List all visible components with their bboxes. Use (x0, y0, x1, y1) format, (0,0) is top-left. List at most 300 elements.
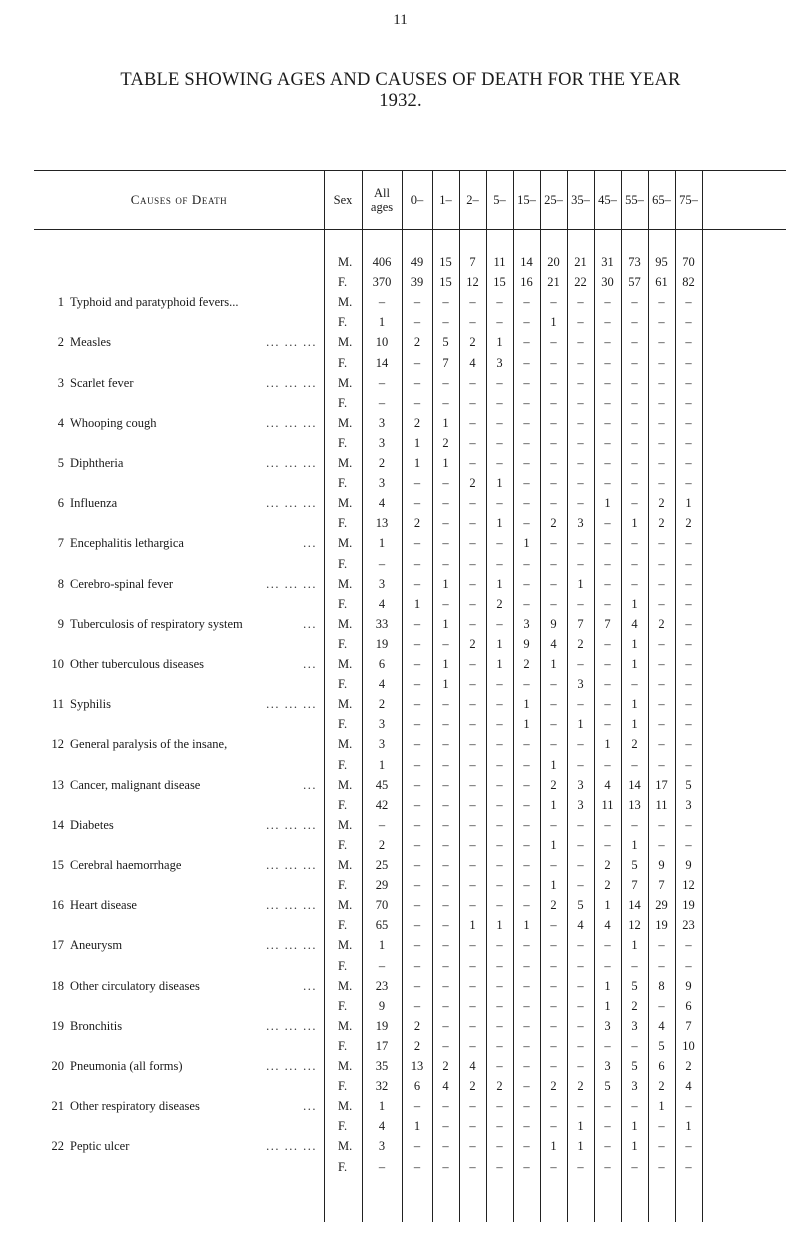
age-group-cell: – (442, 978, 449, 993)
table-row (34, 315, 786, 335)
age-group-cell: 7 (658, 878, 665, 893)
age-group-cell: – (604, 1099, 611, 1114)
age-group-cell: – (550, 355, 557, 370)
age-group-cell: – (496, 295, 503, 310)
table-row (34, 1099, 786, 1119)
age-group-cell: – (523, 456, 530, 470)
sex-cell: F. (338, 878, 348, 893)
age-group-cell: – (550, 395, 557, 410)
age-group-cell: – (604, 657, 611, 671)
age-group-cell: – (496, 1159, 503, 1174)
age-group-cell: – (631, 315, 638, 330)
cause-cell (34, 1099, 319, 1114)
all-ages-cell: 70 (375, 898, 389, 913)
age-group-cell: – (685, 556, 692, 571)
cause-cell (34, 416, 319, 431)
age-group-cell: – (496, 958, 503, 973)
leader-dots: ... ... ... (266, 1139, 317, 1154)
age-group-cell: 1 (550, 878, 557, 893)
age-group-cell: 2 (496, 1079, 503, 1094)
leader-dots: ... (303, 777, 317, 792)
age-group-cell: 2 (413, 1018, 421, 1033)
age-group-cell: 10 (682, 1038, 695, 1053)
sex-cell: F. (338, 476, 348, 491)
age-group-cell: 14 (628, 898, 641, 913)
age-group-cell: – (442, 636, 449, 651)
table-row (34, 758, 786, 778)
sex-cell: F. (338, 958, 348, 973)
table-row (34, 878, 786, 898)
cause-cell (34, 577, 319, 592)
sex-cell: M. (338, 415, 353, 430)
age-group-cell: 2 (469, 476, 476, 491)
age-group-cell: 15 (493, 275, 506, 290)
age-group-cell: 1 (577, 1139, 584, 1154)
age-group-cell: 1 (577, 576, 584, 591)
age-group-cell: – (469, 536, 476, 551)
age-group-cell: – (413, 1159, 421, 1174)
age-group-cell: – (685, 335, 692, 350)
age-group-cell: 2 (685, 516, 692, 531)
age-group-cell: 5 (658, 1038, 665, 1053)
sex-cell: F. (338, 918, 348, 933)
age-group-cell: – (550, 335, 557, 350)
age-group-cell: 9 (523, 636, 530, 651)
age-group-cell: – (577, 958, 584, 973)
age-group-cell: – (469, 1018, 476, 1033)
table-row (34, 938, 786, 958)
age-group-cell: – (496, 1059, 503, 1073)
age-group-cell: – (469, 415, 476, 430)
age-group-cell: 1 (523, 717, 530, 732)
age-group-cell: – (442, 878, 449, 893)
age-group-cell: 2 (658, 516, 665, 531)
sex-cell: M. (338, 817, 353, 832)
cause-label: Influenza (70, 496, 118, 511)
age-group-cell: 2 (631, 737, 638, 752)
age-group-cell: 3 (604, 1018, 611, 1033)
age-group-cell: – (604, 355, 611, 370)
age-group-cell: – (442, 757, 449, 772)
table-row (34, 898, 786, 918)
age-group-cell: – (469, 657, 476, 671)
header-age-group: 35– (571, 193, 590, 207)
age-group-cell: – (577, 476, 584, 491)
cause-label: Syphilis (70, 697, 111, 712)
age-group-cell: – (658, 375, 665, 390)
cause-number: 22 (51, 1139, 64, 1154)
sex-cell: F. (338, 717, 348, 732)
age-group-cell: – (577, 315, 584, 330)
all-ages-cell: 3 (378, 435, 386, 450)
leader-dots: ... ... ... (266, 415, 317, 430)
sex-cell: M. (338, 456, 353, 470)
age-group-cell: – (658, 697, 665, 712)
age-group-cell: – (523, 1018, 530, 1033)
age-group-cell: – (523, 375, 530, 390)
age-group-cell: – (496, 757, 503, 772)
age-group-cell: – (685, 757, 692, 772)
age-group-cell: – (658, 677, 665, 692)
age-group-cell: 5 (577, 898, 584, 913)
age-group-cell: – (442, 717, 449, 732)
age-group-cell: 7 (577, 616, 584, 631)
age-group-cell: – (685, 596, 692, 611)
header-age-group: 55– (625, 193, 644, 207)
column-rule (675, 170, 676, 1222)
age-group-cell: 17 (655, 777, 668, 792)
age-group-cell: – (631, 456, 638, 470)
age-group-cell: 1 (442, 456, 449, 470)
sex-cell: F. (338, 1119, 348, 1134)
age-group-cell: 14 (520, 255, 533, 269)
age-group-cell: – (631, 1099, 638, 1114)
age-group-cell: 3 (631, 1018, 638, 1033)
age-group-cell: – (523, 1139, 530, 1154)
age-group-cell: – (523, 1099, 530, 1114)
age-group-cell: – (496, 1119, 503, 1134)
age-group-cell: – (469, 1099, 476, 1114)
age-group-cell: – (577, 375, 584, 390)
age-group-cell: 1 (631, 938, 638, 953)
table-row (34, 858, 786, 878)
age-group-cell: – (442, 295, 449, 310)
leader-dots: ... ... ... (266, 858, 317, 872)
age-group-cell: – (496, 556, 503, 571)
age-group-cell: – (577, 496, 584, 511)
table-row (34, 818, 786, 838)
age-group-cell: 1 (442, 677, 449, 692)
age-group-cell: – (577, 415, 584, 430)
age-group-cell: 22 (574, 275, 587, 290)
age-group-cell: – (442, 476, 449, 491)
age-group-cell: 1 (413, 596, 421, 611)
age-group-cell: – (658, 1159, 665, 1174)
age-group-cell: – (496, 435, 503, 450)
age-group-cell: – (469, 958, 476, 973)
cause-label: Diabetes (70, 817, 114, 832)
age-group-cell: 16 (520, 275, 533, 290)
age-group-cell: – (469, 837, 476, 852)
cause-number: 20 (51, 1059, 64, 1073)
age-group-cell: – (577, 1018, 584, 1033)
title-line-1: TABLE SHOWING AGES AND CAUSES OF DEATH FOR THE YEAR (120, 70, 681, 90)
age-group-cell: – (577, 335, 584, 350)
sex-cell: M. (338, 496, 353, 511)
age-group-cell: 9 (658, 858, 665, 872)
age-group-cell: 13 (410, 1059, 424, 1073)
age-group-cell: 7 (685, 1018, 692, 1033)
age-group-cell: – (658, 355, 665, 370)
age-group-cell: – (523, 435, 530, 450)
age-group-cell: – (442, 958, 449, 973)
table-row (34, 597, 786, 617)
age-group-cell: – (442, 1099, 449, 1114)
age-group-cell: 2 (658, 616, 665, 631)
age-group-cell: – (523, 1119, 530, 1134)
age-group-cell: – (496, 496, 503, 511)
age-group-cell: – (523, 295, 530, 310)
age-group-cell: – (442, 395, 449, 410)
sex-cell: F. (338, 677, 348, 692)
age-group-cell: 19 (655, 918, 668, 933)
age-group-cell: 2 (442, 1059, 449, 1073)
all-ages-cell: 4 (378, 596, 386, 611)
age-group-cell: 2 (550, 516, 557, 531)
all-ages-cell: 14 (375, 355, 389, 370)
age-group-cell: – (577, 295, 584, 310)
header-age-group: 1– (439, 193, 452, 207)
sex-cell: F. (338, 355, 348, 370)
column-rule (702, 170, 703, 1222)
cause-cell (34, 778, 319, 793)
age-group-cell: – (550, 536, 557, 551)
age-group-cell: – (550, 938, 557, 953)
age-group-cell: 9 (685, 858, 692, 872)
sex-cell: F. (338, 757, 348, 772)
age-group-cell: – (469, 576, 476, 591)
age-group-cell: – (413, 938, 421, 953)
age-group-cell: 4 (604, 777, 611, 792)
age-group-cell: – (496, 697, 503, 712)
cause-label: General paralysis of the insane, (70, 737, 228, 752)
sex-cell: M. (338, 858, 353, 872)
sex-cell: F. (338, 837, 348, 852)
age-group-cell: – (523, 677, 530, 692)
table-row (34, 717, 786, 737)
age-group-cell: 2 (685, 1059, 692, 1073)
all-ages-cell: 3 (378, 737, 386, 752)
age-group-cell: 3 (577, 797, 584, 812)
age-group-cell: – (604, 536, 611, 551)
age-group-cell: 1 (577, 717, 584, 732)
age-group-cell: – (496, 777, 503, 792)
age-group-cell: – (604, 576, 611, 591)
sex-cell: M. (338, 777, 353, 792)
age-group-cell: – (523, 395, 530, 410)
age-group-cell: 30 (601, 275, 614, 290)
sex-cell: M. (338, 898, 353, 913)
leader-dots: ... (303, 1099, 317, 1114)
cause-number: 6 (57, 496, 64, 511)
leader-dots: ... ... ... (266, 1059, 317, 1073)
all-ages-cell: 4 (378, 1119, 386, 1134)
leader-dots: ... ... ... (266, 1018, 317, 1033)
age-group-cell: – (413, 958, 421, 973)
age-group-cell: – (550, 737, 557, 752)
sex-cell: F. (338, 1038, 348, 1053)
age-group-cell: 1 (550, 837, 557, 852)
age-group-cell: – (469, 1119, 476, 1134)
age-group-cell: – (685, 476, 692, 491)
age-group-cell: – (550, 476, 557, 491)
age-group-cell: – (604, 717, 611, 732)
age-group-cell: – (685, 958, 692, 973)
table-row (34, 557, 786, 577)
age-group-cell: 12 (682, 878, 695, 893)
age-group-cell: – (658, 837, 665, 852)
age-group-cell: 4 (631, 616, 638, 631)
age-group-cell: – (496, 858, 503, 872)
age-group-cell: – (685, 315, 692, 330)
age-group-cell: 2 (496, 596, 503, 611)
all-ages-cell: 2 (378, 456, 386, 470)
age-group-cell: – (442, 375, 449, 390)
all-ages-cell: 65 (375, 918, 389, 933)
all-ages-cell: 19 (375, 636, 389, 651)
table-row (34, 255, 786, 275)
age-group-cell: – (577, 998, 584, 1013)
header-age-group: 65– (652, 193, 671, 207)
age-group-cell: – (577, 817, 584, 832)
cause-label: Measles (70, 335, 111, 350)
age-group-cell: – (550, 295, 557, 310)
cause-number: 2 (57, 335, 64, 350)
age-group-cell: – (523, 737, 530, 752)
table-row (34, 456, 786, 476)
cause-number: 5 (57, 456, 64, 470)
age-group-cell: 3 (496, 355, 503, 370)
age-group-cell: – (658, 717, 665, 732)
age-group-cell: – (577, 1059, 584, 1073)
cause-cell (34, 376, 319, 391)
sex-cell: F. (338, 556, 348, 571)
age-group-cell: 2 (469, 335, 476, 350)
age-group-cell: – (604, 435, 611, 450)
age-group-cell: 12 (466, 275, 479, 290)
age-group-cell: 3 (577, 677, 584, 692)
age-group-cell: – (442, 777, 449, 792)
age-group-cell: – (658, 998, 665, 1013)
all-ages-cell: 3 (378, 1139, 386, 1154)
age-group-cell: – (577, 737, 584, 752)
header-age-group: 25– (544, 193, 563, 207)
age-group-cell: – (469, 435, 476, 450)
cause-number: 10 (51, 657, 64, 671)
age-group-cell: 2 (658, 496, 665, 511)
all-ages-cell: 3 (378, 476, 386, 491)
age-group-cell: – (550, 435, 557, 450)
age-group-cell: – (469, 777, 476, 792)
column-rule (594, 170, 595, 1222)
sex-cell: M. (338, 697, 353, 712)
age-group-cell: – (685, 375, 692, 390)
cause-cell (34, 1139, 319, 1154)
age-group-cell: – (496, 415, 503, 430)
header-age-group: 0– (410, 193, 424, 207)
sex-cell: M. (338, 1099, 353, 1114)
age-group-cell: – (469, 1159, 476, 1174)
column-rule (567, 170, 568, 1222)
header-cause: Causes of Death (130, 192, 228, 207)
age-group-cell: – (550, 858, 557, 872)
age-group-cell: – (413, 616, 421, 631)
age-group-cell: 2 (550, 777, 557, 792)
age-group-cell: – (413, 777, 421, 792)
age-group-cell: – (604, 516, 611, 531)
age-group-cell: – (685, 677, 692, 692)
age-group-cell: – (631, 295, 638, 310)
age-group-cell: – (413, 657, 421, 671)
age-group-cell: – (604, 335, 611, 350)
age-group-cell: – (658, 737, 665, 752)
age-group-cell: 1 (685, 496, 692, 511)
sex-cell: M. (338, 576, 353, 591)
age-group-cell: 8 (658, 978, 665, 993)
age-group-cell: – (658, 536, 665, 551)
age-group-cell: – (442, 496, 449, 511)
table-row (34, 617, 786, 637)
age-group-cell: – (442, 315, 449, 330)
age-group-cell: – (469, 616, 476, 631)
leader-dots: ... (303, 616, 317, 631)
age-group-cell: – (496, 315, 503, 330)
age-group-cell: – (469, 697, 476, 712)
cause-number: 3 (57, 375, 64, 390)
age-group-cell: – (496, 616, 503, 631)
table-row (34, 295, 786, 315)
age-group-cell: – (469, 757, 476, 772)
leader-dots: ... ... ... (266, 335, 317, 350)
age-group-cell: – (577, 1038, 584, 1053)
age-group-cell: – (685, 1159, 692, 1174)
age-group-cell: – (550, 1099, 557, 1114)
age-group-cell: – (685, 938, 692, 953)
age-group-cell: – (604, 697, 611, 712)
age-group-cell: – (658, 757, 665, 772)
age-group-cell: – (469, 677, 476, 692)
age-group-cell: – (685, 456, 692, 470)
all-ages-cell: 13 (375, 516, 389, 531)
age-group-cell: 20 (547, 255, 560, 269)
age-group-cell: 1 (604, 998, 611, 1013)
age-group-cell: 5 (604, 1079, 611, 1094)
header-age-group: 75– (679, 193, 698, 207)
age-group-cell: – (413, 1099, 421, 1114)
age-group-cell: – (550, 677, 557, 692)
age-group-cell: – (442, 1139, 449, 1154)
cause-cell (34, 657, 319, 672)
cause-label: Whooping cough (70, 415, 157, 430)
age-group-cell: – (496, 898, 503, 913)
age-group-cell: 2 (631, 998, 638, 1013)
age-group-cell: – (658, 335, 665, 350)
age-group-cell: 5 (442, 335, 449, 350)
age-group-cell: – (631, 556, 638, 571)
table-row (34, 798, 786, 818)
table-row (34, 376, 786, 396)
age-group-cell: – (413, 636, 421, 651)
age-group-cell: – (496, 1139, 503, 1154)
age-group-cell: – (496, 817, 503, 832)
age-group-cell: – (413, 295, 421, 310)
age-group-cell: 73 (628, 255, 641, 269)
age-group-cell: – (496, 978, 503, 993)
all-ages-cell: – (378, 375, 386, 390)
age-group-cell: 2 (577, 1079, 584, 1094)
age-group-cell: – (413, 757, 421, 772)
age-group-cell: – (604, 938, 611, 953)
age-group-cell: 19 (682, 898, 695, 913)
age-group-cell: – (413, 737, 421, 752)
age-group-cell: 31 (601, 255, 614, 269)
age-group-cell: – (685, 435, 692, 450)
age-group-cell: 14 (628, 777, 641, 792)
header-age-group: 15– (517, 193, 536, 207)
cause-cell (34, 295, 319, 310)
age-group-cell: – (442, 737, 449, 752)
all-ages-cell: – (378, 395, 386, 410)
